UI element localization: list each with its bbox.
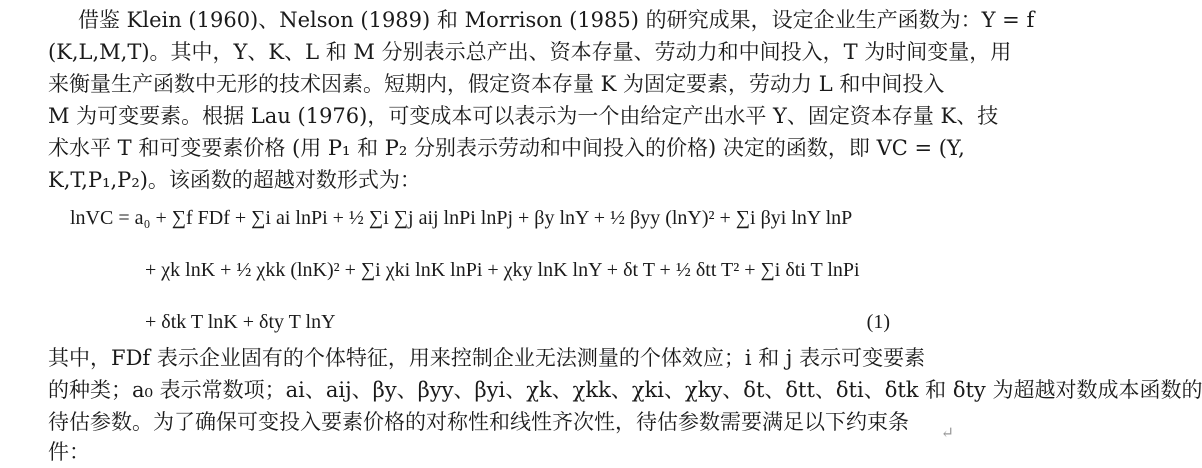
equation-line-1: lnVC = a₀ + ∑f FDf + ∑i ai lnPi + ½ ∑i ∑j aij lnPi lnPj + βy lnY + ½ βyy (lnY)² + ∑i βyi lnY lnP — [70, 207, 853, 229]
text-line: 的种类；a₀ 表示常数项；ai、aij、βy、βyy、βyi、χk、χkk、χki、χky、δt、δtt、δti、δtk 和 δty 为超越对数成本函数的 — [48, 378, 1202, 402]
return-mark-icon: ↵ — [940, 423, 954, 442]
equation-line-3: + δtk T lnK + δty T lnY — [145, 311, 336, 333]
text-line: 术水平 T 和可变要素价格 (用 P₁ 和 P₂ 分别表示劳动和中间投入的价格) 决定的函数，即 VC = (Y, — [48, 136, 965, 160]
text-line: 其中，FDf 表示企业固有的个体特征，用来控制企业无法测量的个体效应；i 和 j 表示可变要素 — [48, 346, 926, 370]
equation-number: (1) — [866, 311, 890, 333]
text-line: 借鉴 Klein (1960)、Nelson (1989) 和 Morrison (1985) 的研究成果，设定企业生产函数为：Y = f — [78, 8, 1035, 32]
text-line: (K,L,M,T)。其中，Y、K、L 和 M 分别表示总产出、资本存量、劳动力和中间投入，T 为时间变量，用 — [48, 40, 1012, 64]
text-line: 件： — [48, 440, 90, 464]
text-line: 待估参数。为了确保可变投入要素价格的对称性和线性齐次性，待估参数需要满足以下约束条 — [48, 410, 909, 434]
text-line: M 为可变要素。根据 Lau (1976)，可变成本可以表示为一个由给定产出水平 Y、固定资本存量 K、技 — [48, 104, 999, 128]
equation-line-2: + χk lnK + ½ χkk (lnK)² + ∑i χki lnK lnPi + χky lnK lnY + δt T + ½ δtt T² + ∑i δti T lnPi — [145, 259, 860, 281]
text-line: 来衡量生产函数中无形的技术因素。短期内，假定资本存量 K 为固定要素，劳动力 L 和中间投入 — [48, 72, 945, 96]
text-line: K,T,P₁,P₂)。该函数的超越对数形式为： — [48, 168, 421, 192]
